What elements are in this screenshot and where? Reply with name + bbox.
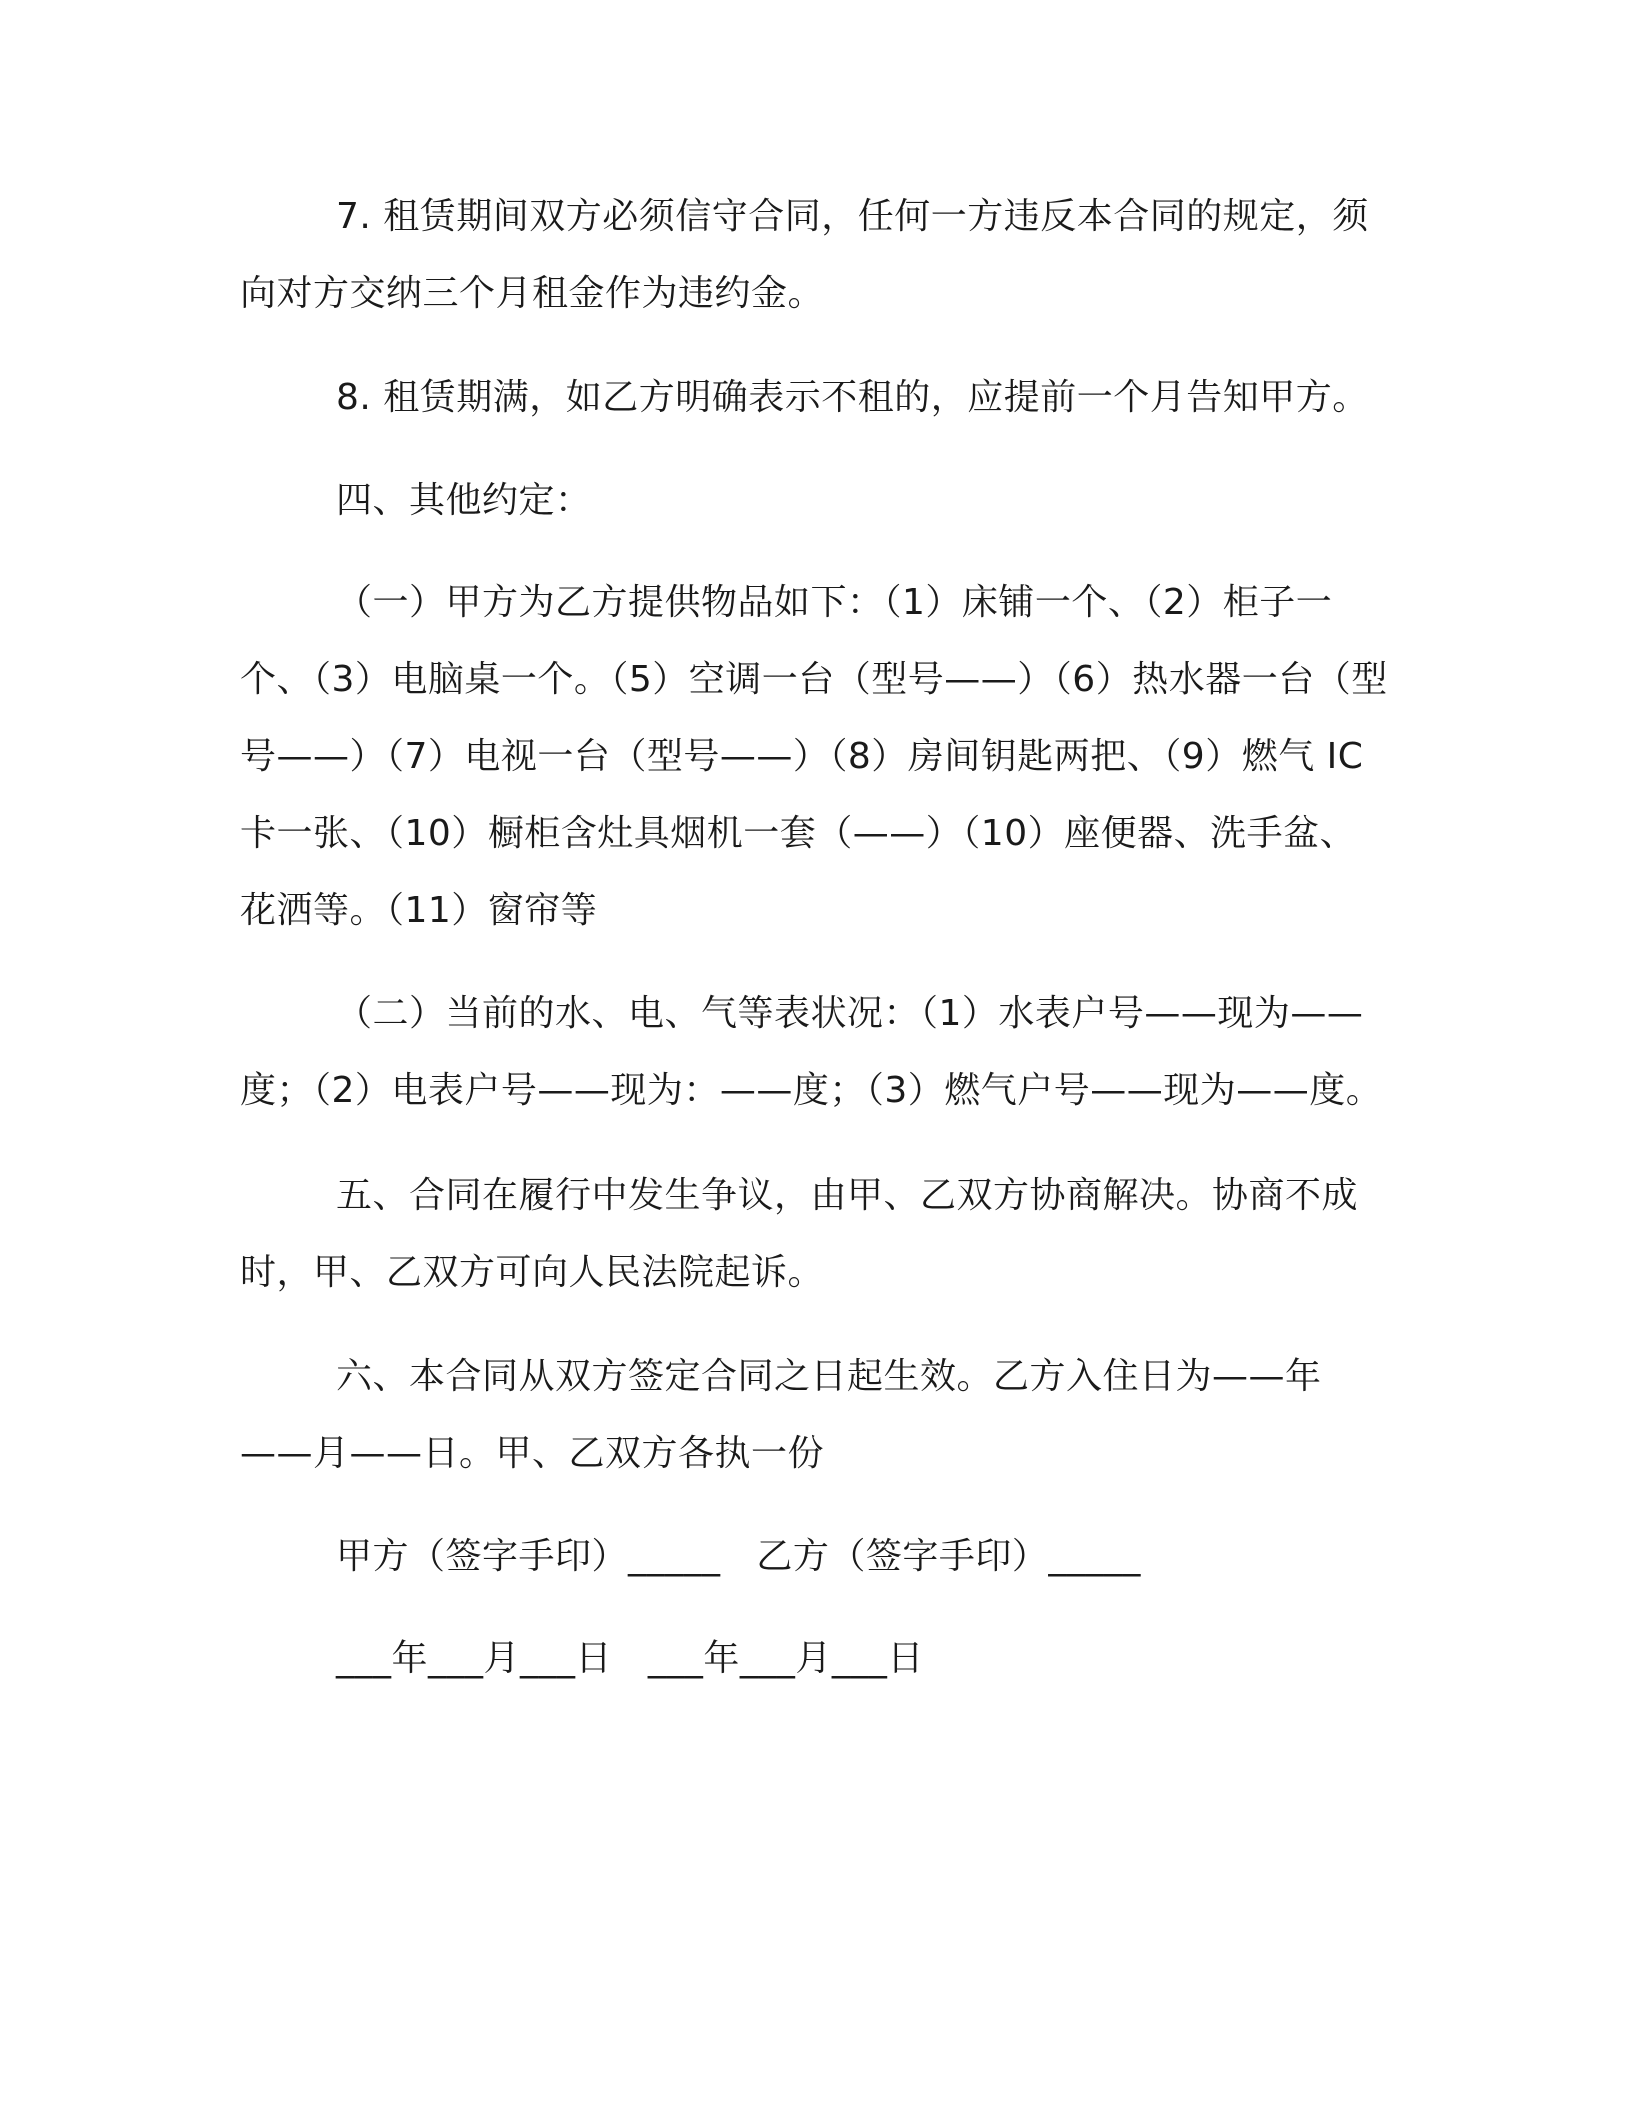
meter-status-clause: （二）当前的水、电、气等表状况：（1）水表户号——现为——度；（2）电表户号——现为：——度；（3）燃气户号——现为——度。 — [240, 993, 1383, 1111]
clause-7: 7. 租赁期间双方必须信守合同，任何一方违反本合同的规定，须向对方交纳三个月租金作为违约金。 — [240, 196, 1369, 314]
provided-items-clause: （一）甲方为乙方提供物品如下：（1）床铺一个、（2）柜子一个、（3）电脑桌一个。（5）空调一台（型号——）（6）热水器一台（型号——）（7）电视一台（型号——）（8）房间钥匙两把、（9）燃气 IC 卡一张、（10）橱柜含灶具烟机一套（——）（10）座便器、洗手盆、花洒等。（11）窗帘等 — [240, 582, 1388, 931]
clause-8: 8. 租赁期满，如乙方明确表示不租的，应提前一个月告知甲方。 — [336, 377, 1369, 418]
signature-line: 甲方（签字手印）_____ 乙方（签字手印）_____ — [336, 1536, 1141, 1577]
section-four-heading: 四、其他约定： — [336, 480, 592, 521]
section-six-effective: 六、本合同从双方签定合同之日起生效。乙方入住日为——年——月——日。甲、乙双方各执一份 — [240, 1356, 1322, 1474]
date-line: ___年___月___日 ___年___月___日 — [336, 1638, 924, 1679]
section-five-dispute: 五、合同在履行中发生争议，由甲、乙双方协商解决。协商不成时，甲、乙双方可向人民法院起诉。 — [240, 1175, 1359, 1293]
